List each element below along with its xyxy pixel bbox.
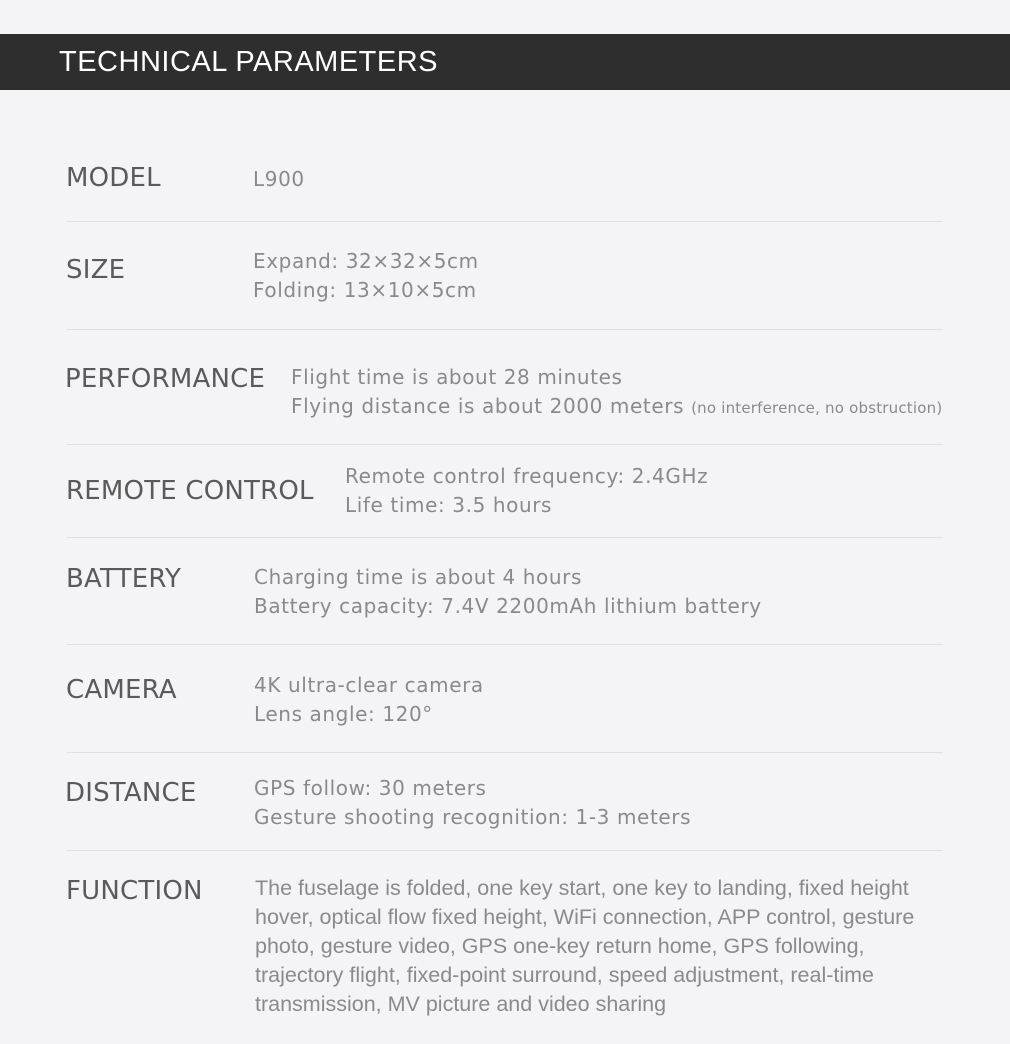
spec-line: Charging time is about 4 hours	[254, 565, 582, 589]
spec-label-battery: BATTERY	[66, 564, 182, 594]
spec-label-camera: CAMERA	[66, 675, 177, 705]
spec-line: Expand: 32×32×5cm	[253, 249, 479, 273]
divider	[67, 850, 943, 851]
spec-label-performance: PERFORMANCE	[65, 364, 266, 394]
spec-value-performance	[291, 363, 942, 423]
spec-line: Battery capacity: 7.4V 2200mAh lithium battery	[254, 594, 762, 618]
page-title: TECHNICAL PARAMETERS	[59, 46, 438, 78]
divider	[67, 444, 943, 445]
spec-label-remote-control: REMOTE CONTROL	[66, 476, 314, 506]
spec-value-distance	[254, 774, 691, 832]
spec-line: Lens angle: 120°	[254, 702, 433, 726]
spec-line: Life time: 3.5 hours	[345, 493, 553, 517]
spec-label-function: FUNCTION	[66, 876, 203, 906]
divider	[67, 221, 943, 222]
divider	[67, 329, 943, 330]
spec-line: L900	[253, 167, 305, 191]
spec-line-text: Flying distance is about 2000 meters	[291, 394, 685, 418]
spec-line: Flight time is about 28 minutes	[291, 365, 623, 389]
spec-value-camera	[254, 671, 484, 729]
spec-label-model: MODEL	[66, 163, 161, 193]
spec-line: Gesture shooting recognition: 1-3 meters	[254, 805, 692, 829]
spec-label-size: SIZE	[66, 255, 126, 285]
spec-value-battery	[254, 563, 762, 621]
spec-note: (no interference, no obstruction)	[691, 399, 943, 417]
spec-line: Folding: 13×10×5cm	[253, 278, 477, 302]
spec-label-distance: DISTANCE	[65, 778, 197, 808]
spec-line	[291, 392, 942, 423]
divider	[67, 644, 943, 645]
spec-value-model	[253, 165, 305, 194]
spec-value-function: The fuselage is folded, one key start, one key to landing, fixed height hover, optical flow fixed height, WiFi connection, APP control, gesture photo, gesture video, GPS one-key return home, GPS following, trajectory flight, fixed-point surround, speed adjustment, real-time transmission, MV picture and video sharing	[255, 876, 915, 1016]
spec-line: Remote control frequency: 2.4GHz	[345, 464, 709, 488]
spec-line: GPS follow: 30 meters	[254, 776, 487, 800]
spec-line: 4K ultra-clear camera	[254, 673, 484, 697]
divider	[67, 537, 943, 538]
spec-value-remote-control	[345, 462, 708, 520]
header-bar	[0, 34, 1010, 90]
divider	[67, 752, 943, 753]
spec-value-size	[253, 247, 479, 305]
